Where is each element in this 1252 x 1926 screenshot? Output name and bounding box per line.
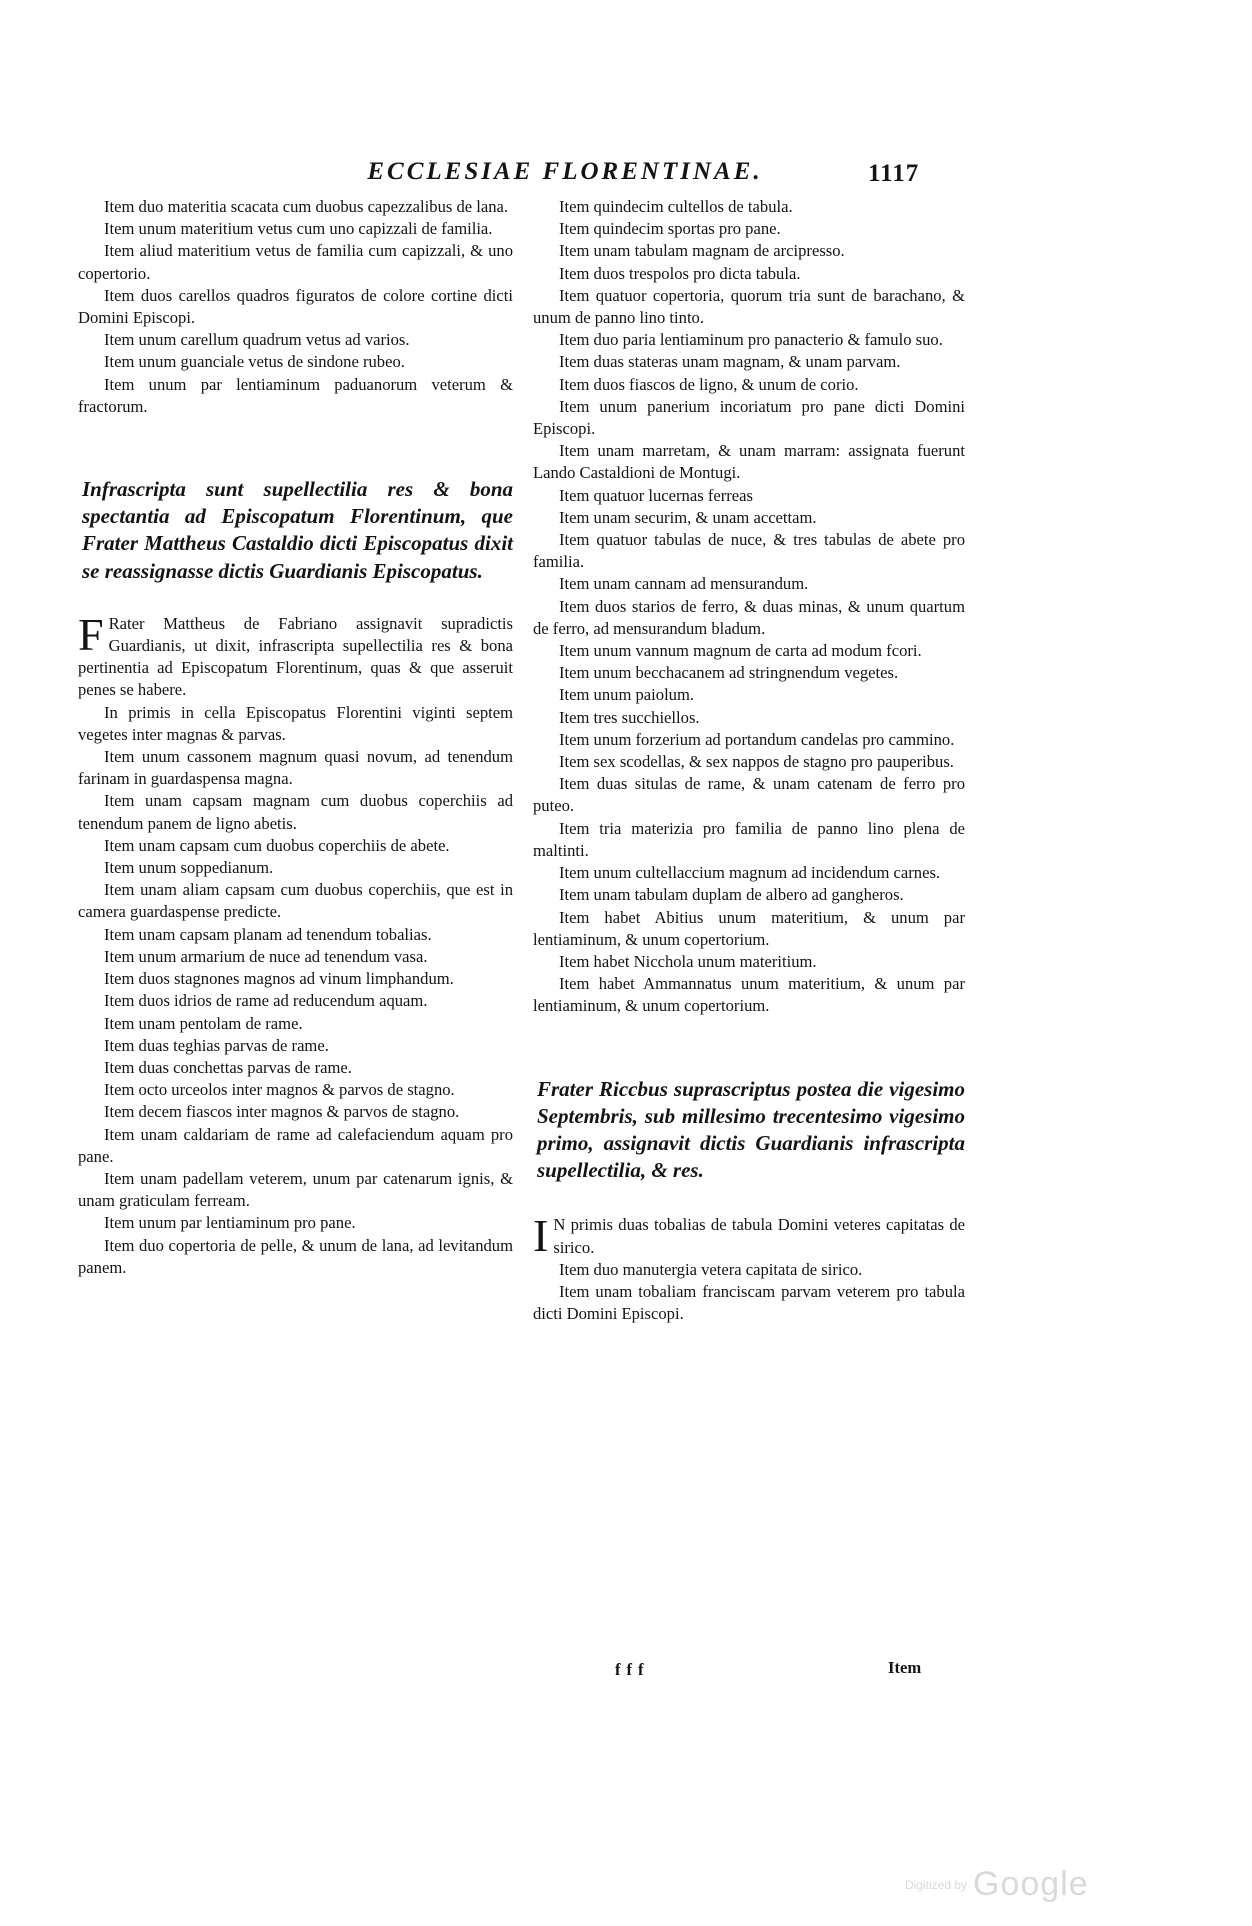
left-column (78, 196, 513, 1279)
inventory-item: Item unum panerium incoriatum pro pane dicti Domini Episcopi. (533, 396, 965, 439)
inventory-item: Item unam cannam ad mensurandum. (559, 574, 809, 594)
inventory-item: Item sex scodellas, & sex nappos de stagno pro pauperibus. (559, 752, 954, 772)
inventory-item: Item octo urceolos inter magnos & parvos de stagno. (104, 1080, 455, 1100)
inventory-item: Item duo copertoria de pelle, & unum de lana, ad levitandum panem. (78, 1235, 513, 1277)
inventory-item: Item duas situlas de rame, & unam catenam de ferro pro puteo. (533, 774, 965, 816)
inventory-item: Item aliud materitium vetus de familia cum capizzali, & uno copertorio. (78, 241, 513, 283)
inventory-item: Item duos stagnones magnos ad vinum limphandum. (104, 969, 454, 989)
inventory-item: Item duo manutergia vetera capitata de sirico. (559, 1259, 863, 1279)
inventory-item: Item duos carellos quadros figuratos de colore cortine dicti Domini Episcopi. (78, 285, 513, 328)
watermark-brand: Google (973, 1865, 1089, 1903)
inventory-item: Item unum materitium vetus cum uno capizzali de familia. (104, 219, 493, 239)
inventory-item: Item unum vannum magnum de carta ad modum fcori. (559, 641, 922, 661)
inventory-item: Item unam capsam planam ad tenendum tobalias. (104, 924, 432, 944)
inventory-item: Item duo materitia scacata cum duobus capezzalibus de lana. (104, 197, 509, 216)
inventory-item: Item unam pentolam de rame. (104, 1013, 303, 1033)
dropcap-paragraph (533, 1210, 965, 1262)
inventory-item: Item unam caldariam de rame ad calefaciendum aquam pro pane. (78, 1124, 513, 1166)
inventory-item: Item unam capsam magnam cum duobus coperchiis ad tenendum panem de ligno abetis. (78, 791, 513, 833)
inventory-item: Item unum carellum quadrum vetus ad varios. (104, 330, 410, 350)
signature-mark: fff (615, 1660, 650, 1679)
inventory-item: Item unum cassonem magnum quasi novum, ad tenendum farinam in guardaspensa magna. (78, 747, 513, 789)
inventory-item: Item unam aliam capsam cum duobus coperchiis, que est in camera guardaspense predicte. (78, 880, 513, 922)
watermark-prefix: Digitized by (905, 1877, 968, 1892)
inventory-item: Item quindecim sportas pro pane. (559, 219, 781, 239)
inventory-item: Item tres succhiellos. (559, 707, 700, 727)
inventory-item: Item unam capsam cum duobus coperchiis de abete. (104, 835, 450, 855)
inventory-item: Item duo paria lentiaminum pro panacterio & famulo suo. (559, 330, 943, 350)
inventory-item: Item unam tabulam magnam de arcipresso. (559, 241, 845, 261)
page-number: 1117 (868, 160, 920, 187)
dropcap-paragraph (78, 608, 513, 702)
inventory-item: Item quatuor copertoria, quorum tria sunt de barachano, & unum de panno lino tinto. (533, 285, 965, 328)
inventory-item: Item duas teghias parvas de rame. (104, 1035, 329, 1055)
inventory-item: Item unam tabulam duplam de albero ad gangheros. (559, 885, 904, 905)
inventory-item: Item unum becchacanem ad stringnendum vegetes. (559, 663, 899, 683)
inventory-item: In primis in cella Episcopatus Florentini viginti septem vegetes inter magnas & parvas. (78, 702, 513, 744)
inventory-item: Item quatuor lucernas ferreas (559, 485, 753, 505)
inventory-item: Item unam securim, & unam accettam. (559, 507, 817, 527)
inventory-item: Item duas conchettas parvas de rame. (104, 1057, 352, 1077)
inventory-item: Item unum par lentiaminum pro pane. (104, 1213, 356, 1233)
inventory-item: Item unum paiolum. (559, 685, 695, 705)
inventory-item: Item unum cultellaccium magnum ad incidendum carnes. (559, 863, 941, 883)
dropcap-paragraph-text: N primis duas tobalias de tabula Domini veteres capitatas de sirico. (553, 1215, 965, 1257)
section-heading: Frater Riccbus suprascriptus postea die vigesimo Septembris, sub millesimo trecentesimo vigesimo primo, assignavit dictis Guardianis infrascripta supellectilia, & res. (537, 1076, 965, 1183)
inventory-item: Item tria materizia pro familia de panno lino plena de maltinti. (533, 818, 965, 860)
inventory-item: Item duos trespolos pro dicta tabula. (559, 263, 801, 283)
inventory-item: Item duos idrios de rame ad reducendum aquam. (104, 991, 428, 1011)
inventory-item: Item quindecim cultellos de tabula. (559, 197, 793, 216)
inventory-item: Item unum par lentiaminum paduanorum veterum & fractorum. (78, 374, 513, 416)
inventory-item: Item habet Abitius unum materitium, & unum par lentiaminum, & unum copertorium. (533, 907, 965, 949)
inventory-item: Item quatuor tabulas de nuce, & tres tabulas de abete pro familia. (533, 530, 965, 572)
inventory-item: Item decem fiascos inter magnos & parvos de stagno. (104, 1102, 460, 1122)
inventory-item: Item unum armarium de nuce ad tenendum vasa. (104, 946, 428, 966)
inventory-item: Item habet Nicchola unum materitium. (559, 951, 817, 971)
running-title: ECCLESIAE FLORENTINAE. (367, 158, 763, 185)
inventory-item: Item unum forzerium ad portandum candelas pro cammino. (559, 729, 955, 749)
inventory-item: Item duos starios de ferro, & duas minas, & unum quartum de ferro, ad mensurandum bladum. (533, 596, 965, 638)
section-heading: Infrascripta sunt supellectilia res & bona spectantia ad Episcopatum Florentinum, que Frater Mattheus Castaldio dicti Episcopatus dixit se reassignasse dictis Guardianis Episcopatus. (82, 477, 513, 583)
inventory-item: Item duos fiascos de ligno, & unum de corio. (559, 374, 859, 394)
inventory-item: Item unam tobaliam franciscam parvam veterem pro tabula dicti Domini Episcopi. (533, 1281, 965, 1324)
digitization-watermark (905, 1865, 1089, 1904)
dropcap-paragraph-text: Rater Mattheus de Fabriano assignavit supradictis Guardianis, ut dixit, infrascripta supellectilia res & bona pertinentia ad Episcopatum Florentinum, quas & que asseruit penes se habere. (78, 613, 513, 700)
inventory-item: Item unam padellam veterem, unum par catenarum ignis, & unam graticulam ferream. (78, 1168, 513, 1211)
inventory-item: Item unum guanciale vetus de sindone rubeo. (104, 352, 405, 372)
inventory-item: Item habet Ammannatus unum materitium, & unum par lentiaminum, & unum copertorium. (533, 974, 965, 1016)
inventory-item: Item unam marretam, & unam marram: assignata fuerunt Lando Castaldioni de Montugi. (533, 441, 965, 483)
inventory-item: Item duas stateras unam magnam, & unam parvam. (559, 352, 901, 372)
right-column (533, 196, 965, 1325)
catchword: Item (888, 1658, 922, 1677)
drop-cap-initial: F (78, 608, 104, 660)
inventory-item: Item unum soppedianum. (104, 858, 274, 878)
drop-cap-initial: I (533, 1210, 549, 1262)
